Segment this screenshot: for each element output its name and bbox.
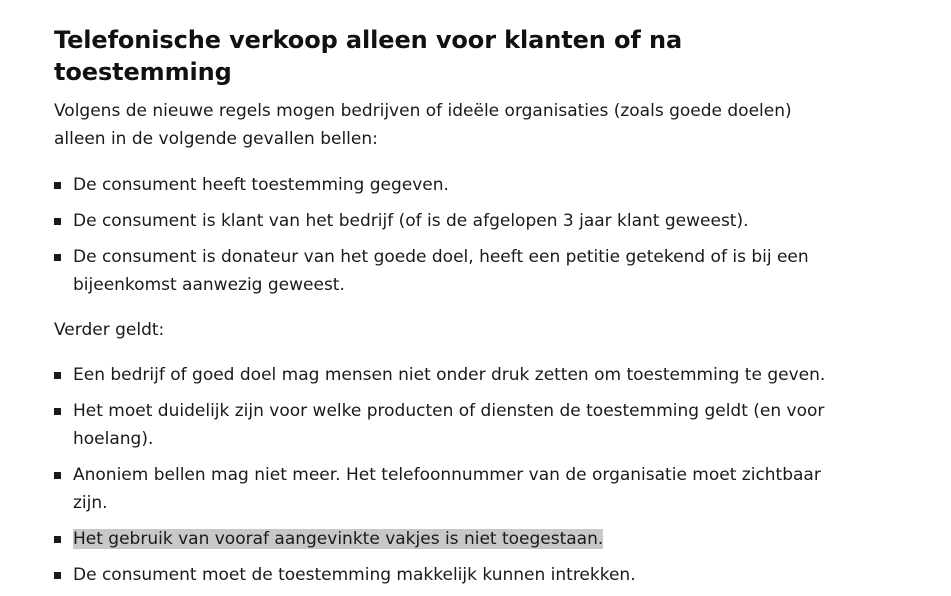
- page-title: Telefonische verkoop alleen voor klanten of na toestemming: [54, 26, 683, 86]
- list-item-text: De consument moet de toestemming makkelijk kunnen intrekken.: [73, 565, 636, 585]
- list-item-text: De consument is donateur van het goede doel, heeft een petitie getekend of is bij een bijeenkomst aanwezig geweest.: [73, 247, 809, 295]
- bullet-square-icon: [54, 472, 61, 479]
- conditions-list: [54, 171, 834, 299]
- list-item: [54, 243, 834, 299]
- bullet-square-icon: [54, 572, 61, 579]
- list-item: [54, 171, 834, 199]
- bullet-square-icon: [54, 218, 61, 225]
- bullet-square-icon: [54, 372, 61, 379]
- list-item: [54, 461, 834, 517]
- list-item-text: Anoniem bellen mag niet meer. Het telefoonnummer van de organisatie moet zichtbaar zijn.: [73, 465, 821, 513]
- further-paragraph: Verder geldt:: [54, 320, 165, 340]
- intro-paragraph: Volgens de nieuwe regels mogen bedrijven of ideële organisaties (zoals goede doelen) alleen in de volgende gevallen bellen:: [54, 101, 792, 149]
- list-item: [54, 361, 834, 389]
- selected-list-item-text[interactable]: Het gebruik van vooraf aangevinkte vakjes is niet toegestaan.: [73, 529, 604, 549]
- bullet-square-icon: [54, 254, 61, 261]
- list-item: [54, 397, 834, 453]
- list-item: [54, 207, 834, 235]
- list-item-text: De consument is klant van het bedrijf (of is de afgelopen 3 jaar klant geweest).: [73, 211, 749, 231]
- bullet-square-icon: [54, 182, 61, 189]
- list-item-text: Het moet duidelijk zijn voor welke producten of diensten de toestemming geldt (en voor hoelang).: [73, 401, 825, 449]
- list-item: [54, 525, 834, 553]
- list-item: [54, 561, 834, 589]
- list-item-text: Een bedrijf of goed doel mag mensen niet onder druk zetten om toestemming te geven.: [73, 365, 826, 385]
- bullet-square-icon: [54, 408, 61, 415]
- list-item-text: De consument heeft toestemming gegeven.: [73, 175, 449, 195]
- rules-list: [54, 361, 834, 589]
- bullet-square-icon: [54, 536, 61, 543]
